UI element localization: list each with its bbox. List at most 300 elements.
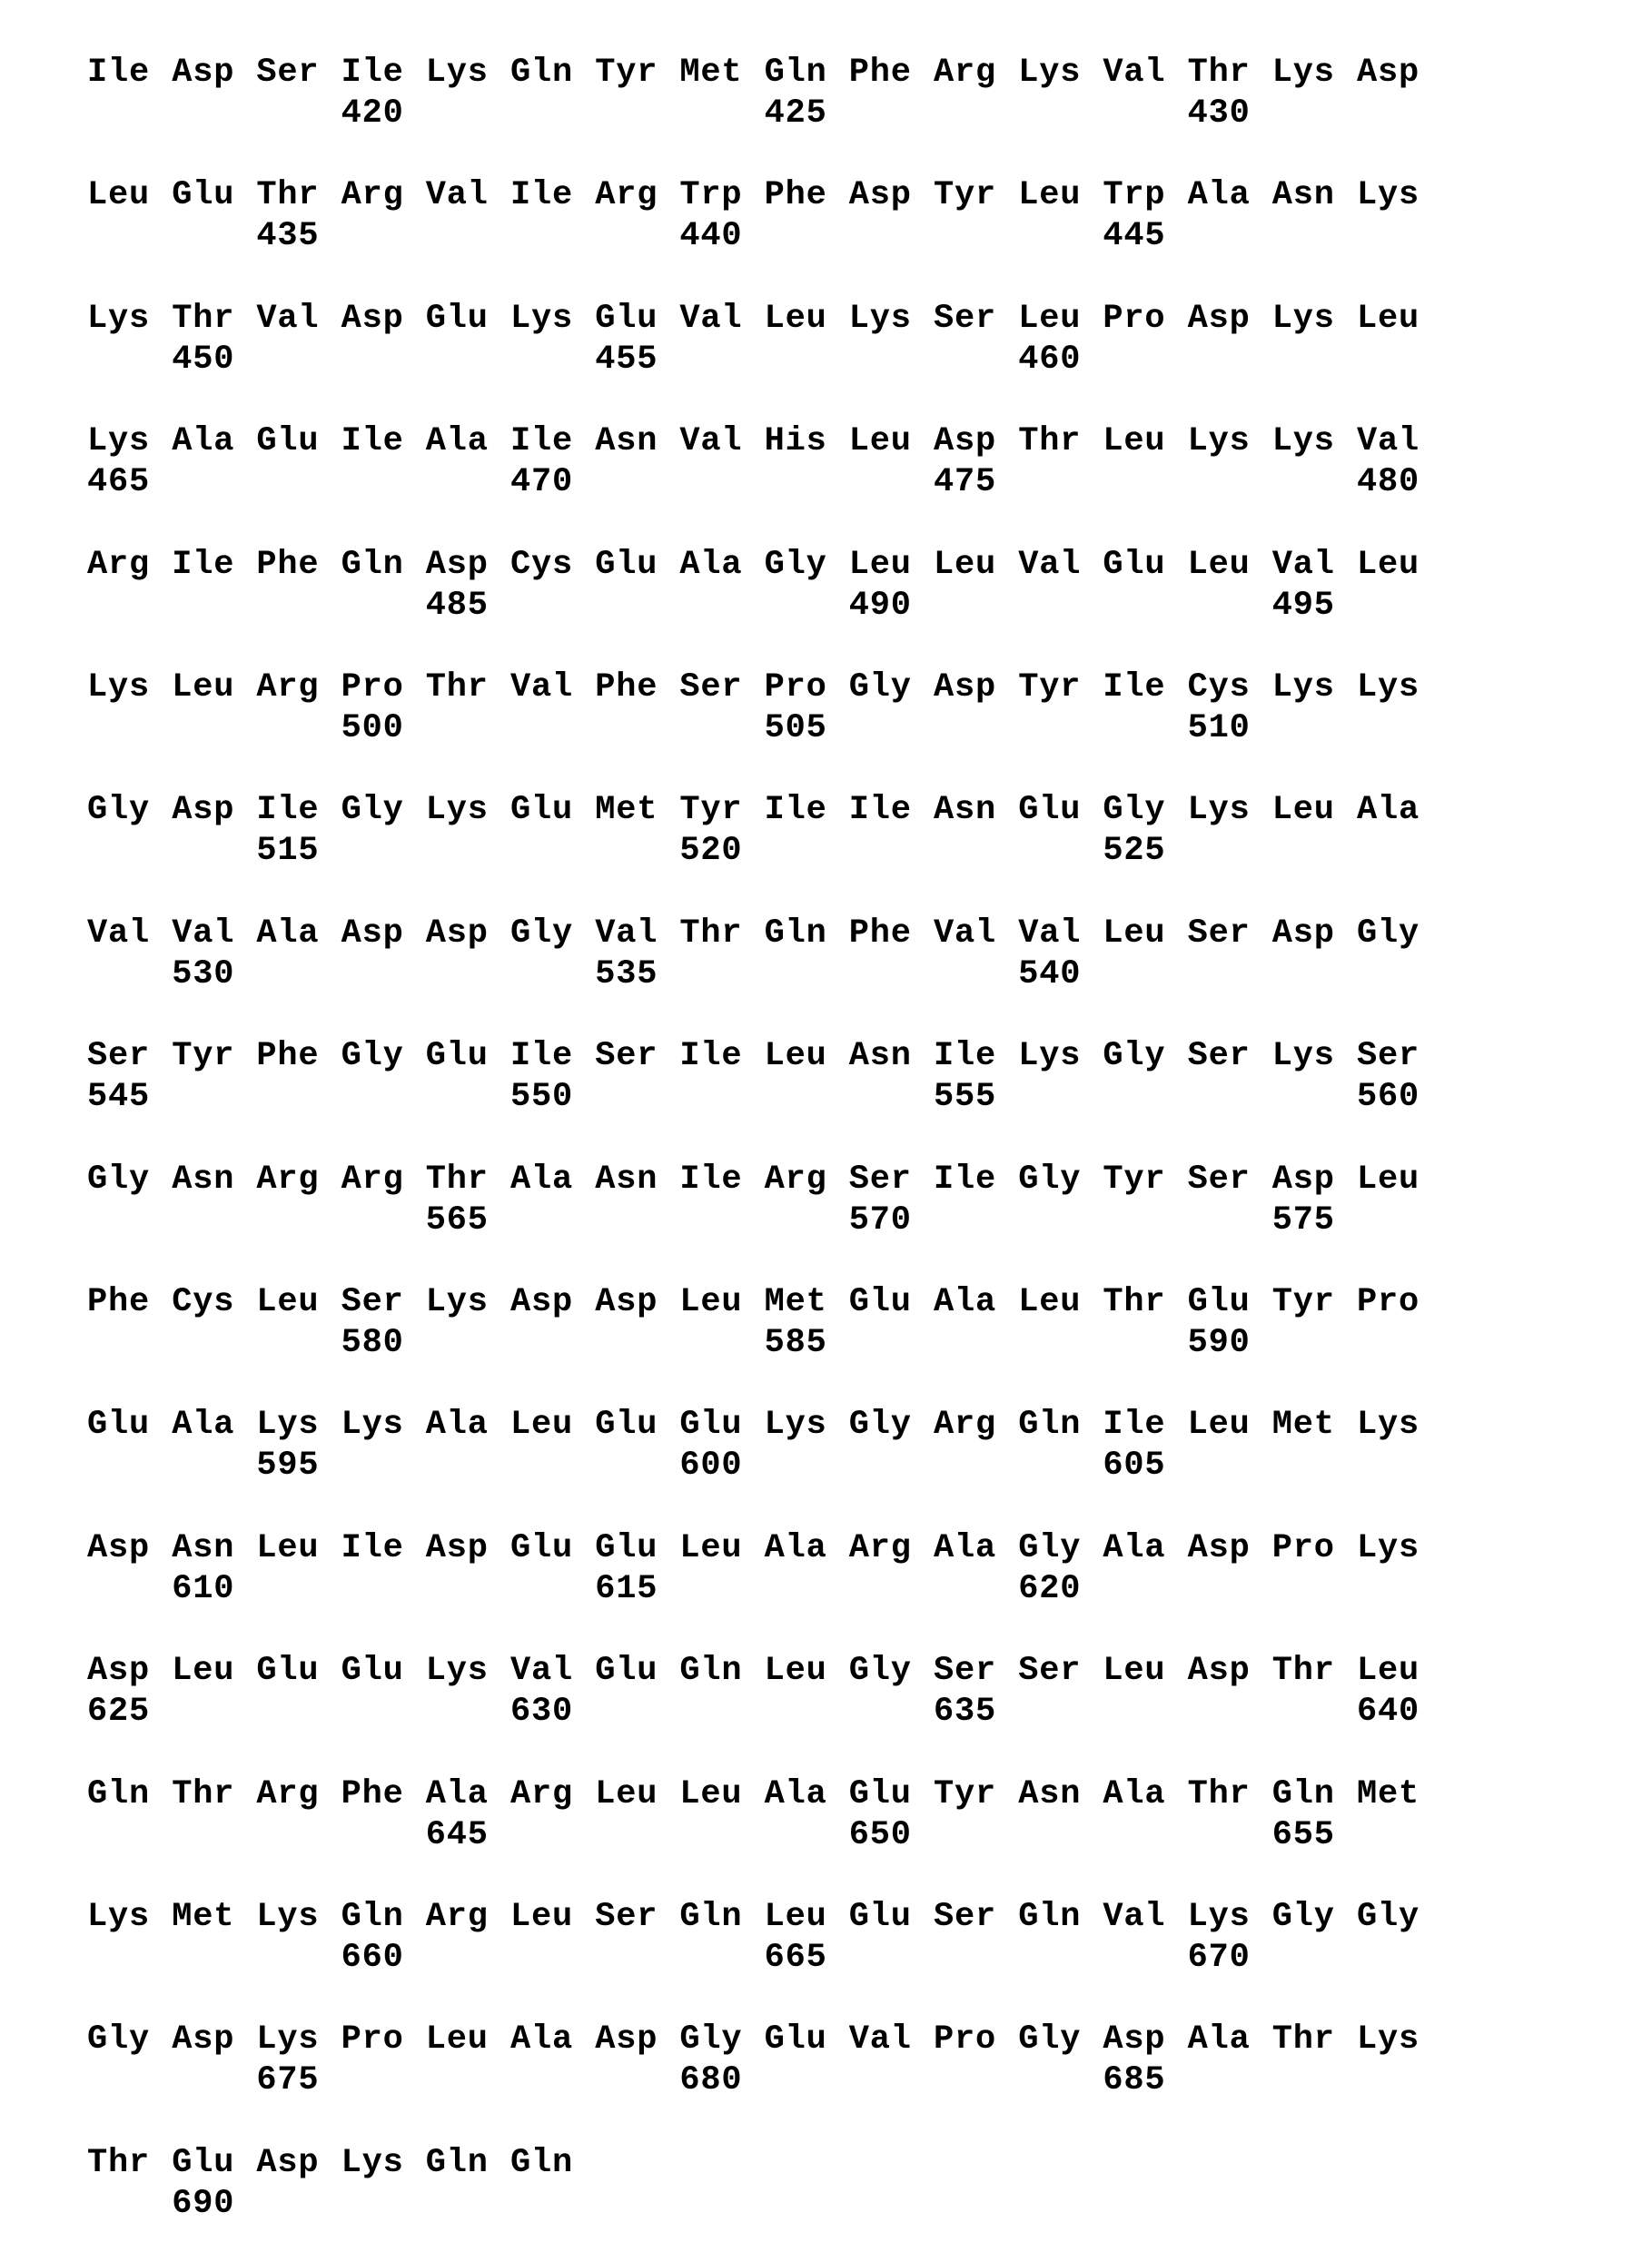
residue: Thr [87, 2143, 151, 2182]
residue: Lys [87, 668, 151, 706]
residue: Glu [87, 1406, 151, 1445]
residue: Glu [510, 1528, 574, 1567]
residue: Asp [1271, 1160, 1335, 1199]
residue: Gly [1103, 1037, 1166, 1076]
residue: Ile [256, 791, 320, 830]
residue: Leu [1018, 1283, 1082, 1321]
residue: Leu [1357, 299, 1420, 338]
residue: Arg [341, 176, 404, 215]
sequence-row [0, 1898, 1652, 2000]
residue: Leu [764, 1898, 827, 1936]
residue: Arg [848, 1528, 912, 1567]
residue: Ala [425, 1406, 489, 1445]
residue: Glu [256, 422, 320, 461]
residue: Phe [595, 668, 658, 706]
residue: Lys [1357, 668, 1420, 706]
residue: Leu [87, 176, 151, 215]
residue: Ala [510, 1160, 574, 1199]
sequence-row [0, 176, 1652, 279]
residue: Asn [1271, 176, 1335, 215]
residue: Leu [256, 1528, 320, 1567]
residue-position-number: 660 [341, 1939, 404, 1977]
residue: Met [679, 54, 743, 92]
residue-position-number: 425 [764, 94, 827, 133]
residue: Val [595, 914, 658, 953]
sequence-row [0, 299, 1652, 402]
sequence-row [0, 1037, 1652, 1140]
residue: Glu [341, 1652, 404, 1691]
residue: Lys [1187, 791, 1251, 830]
residue: Lys [87, 1898, 151, 1936]
residue-position-number: 605 [1103, 1447, 1166, 1486]
residue: Ala [425, 1774, 489, 1813]
residue: Lys [1271, 299, 1335, 338]
residue: Leu [172, 668, 235, 706]
residue-position-number: 535 [595, 954, 658, 993]
residue: Cys [172, 1283, 235, 1321]
residue: Glu [172, 2143, 235, 2182]
residue-position-number: 495 [1271, 586, 1335, 625]
residue: Val [1357, 422, 1420, 461]
residue: Ala [1103, 1528, 1166, 1567]
residue: Pro [764, 668, 827, 706]
residue: Gly [341, 791, 404, 830]
sequence-row [0, 2143, 1652, 2247]
residue: Lys [1018, 1037, 1082, 1076]
residue: Gly [1018, 2020, 1082, 2059]
residue: Pro [341, 668, 404, 706]
residue-position-number: 475 [934, 463, 997, 502]
residue: Val [256, 299, 320, 338]
residue-position-number: 540 [1018, 954, 1082, 993]
residue-position-number: 555 [934, 1078, 997, 1117]
sequence-row [0, 914, 1652, 1017]
residue: Glu [1187, 1283, 1251, 1321]
residue-position-number: 565 [425, 1200, 489, 1240]
residue: Asp [1103, 2020, 1166, 2059]
residue: Leu [1187, 1406, 1251, 1445]
residue: Gly [87, 2020, 151, 2059]
residue: Glu [595, 299, 658, 338]
residue: Pro [934, 2020, 997, 2059]
residue: Tyr [172, 1037, 235, 1076]
residue: Leu [848, 545, 912, 584]
residue-position-number: 435 [256, 217, 320, 256]
residue: Thr [1271, 1652, 1335, 1691]
residue: Asn [595, 1160, 658, 1199]
sequence-row [0, 1774, 1652, 1878]
residue: His [764, 422, 827, 461]
residue-position-number: 570 [848, 1200, 912, 1240]
residue: Val [1018, 914, 1082, 953]
residue: Lys [256, 1898, 320, 1936]
residue: Gly [1357, 1898, 1420, 1936]
residue: Val [1018, 545, 1082, 584]
residue: Arg [256, 1774, 320, 1813]
residue: Ile [764, 791, 827, 830]
residue: Gly [679, 2020, 743, 2059]
residue: Lys [87, 299, 151, 338]
residue: Ser [1187, 914, 1251, 953]
residue: Gly [341, 1037, 404, 1076]
residue-position-number: 510 [1187, 709, 1251, 747]
residue: Lys [341, 2143, 404, 2182]
residue: Glu [595, 1652, 658, 1691]
residue: Ala [1357, 791, 1420, 830]
residue: Val [1271, 545, 1335, 584]
residue: Glu [595, 545, 658, 584]
residue: Gly [848, 1652, 912, 1691]
residue: Phe [764, 176, 827, 215]
residue: Asp [172, 791, 235, 830]
residue: Gln [87, 1774, 151, 1813]
residue: Asn [172, 1160, 235, 1199]
residue: Ser [934, 1898, 997, 1936]
residue: Asp [1187, 1652, 1251, 1691]
sequence-row [0, 668, 1652, 771]
residue: Ala [679, 545, 743, 584]
residue: Arg [510, 1774, 574, 1813]
residue: Gln [764, 54, 827, 92]
residue-position-number: 600 [679, 1447, 743, 1486]
residue: Ala [764, 1528, 827, 1567]
residue: Gln [425, 2143, 489, 2182]
residue: Met [172, 1898, 235, 1936]
residue-position-number: 645 [425, 1815, 489, 1854]
residue: Glu [425, 299, 489, 338]
residue: Ser [934, 1652, 997, 1691]
residue-position-number: 465 [87, 463, 151, 502]
residue: Arg [425, 1898, 489, 1936]
residue: Asp [87, 1652, 151, 1691]
residue: Glu [679, 1406, 743, 1445]
residue: Asp [595, 2020, 658, 2059]
residue: Asp [341, 914, 404, 953]
residue: Ala [1103, 1774, 1166, 1813]
residue: Arg [87, 545, 151, 584]
residue: Trp [1103, 176, 1166, 215]
residue: Met [1357, 1774, 1420, 1813]
residue: Ala [934, 1528, 997, 1567]
residue: Ser [595, 1898, 658, 1936]
residue: Gly [1357, 914, 1420, 953]
residue: Leu [848, 422, 912, 461]
residue: Leu [764, 1037, 827, 1076]
residue: Glu [595, 1528, 658, 1567]
sequence-row [0, 2020, 1652, 2123]
residue: Leu [764, 299, 827, 338]
residue: Gln [1018, 1406, 1082, 1445]
residue: Leu [1187, 545, 1251, 584]
residue: Lys [425, 1652, 489, 1691]
residue: Asp [172, 2020, 235, 2059]
residue: Asp [595, 1283, 658, 1321]
residue: Ile [510, 422, 574, 461]
residue: Val [510, 668, 574, 706]
residue: Leu [172, 1652, 235, 1691]
residue-position-number: 480 [1357, 463, 1420, 502]
residue-position-number: 590 [1187, 1324, 1251, 1362]
sequence-row [0, 56, 1652, 156]
residue: Gly [1018, 1160, 1082, 1199]
residue: Gln [341, 545, 404, 584]
residue: Leu [595, 1774, 658, 1813]
residue: Ile [510, 176, 574, 215]
residue: Lys [1357, 1528, 1420, 1567]
residue: Asp [1187, 1528, 1251, 1567]
residue-position-number: 485 [425, 586, 489, 625]
residue: Cys [510, 545, 574, 584]
residue: Gly [848, 1406, 912, 1445]
residue: Lys [256, 2020, 320, 2059]
residue-position-number: 505 [764, 709, 827, 747]
residue: Lys [1271, 54, 1335, 92]
residue-position-number: 420 [341, 94, 404, 133]
residue: Lys [1187, 422, 1251, 461]
residue-position-number: 515 [256, 832, 320, 871]
residue: Lys [87, 422, 151, 461]
residue: Met [764, 1283, 827, 1321]
residue: Phe [341, 1774, 404, 1813]
residue: Val [172, 914, 235, 953]
residue: Thr [172, 299, 235, 338]
residue: Asn [172, 1528, 235, 1567]
sequence-row [0, 1283, 1652, 1386]
residue: Lys [510, 299, 574, 338]
sequence-row [0, 1408, 1652, 1508]
residue: Arg [256, 668, 320, 706]
residue: Gly [1103, 791, 1166, 830]
residue: Ile [87, 54, 151, 92]
residue: Asp [341, 299, 404, 338]
residue: Asp [848, 176, 912, 215]
residue: Lys [341, 1406, 404, 1445]
residue: Ile [341, 54, 404, 92]
residue: Phe [256, 545, 320, 584]
residue-position-number: 620 [1018, 1569, 1082, 1608]
residue-position-number: 530 [172, 954, 235, 993]
residue-position-number: 625 [87, 1693, 151, 1732]
residue: Glu [425, 1037, 489, 1076]
residue: Arg [341, 1160, 404, 1199]
residue: Ser [934, 299, 997, 338]
residue-position-number: 575 [1271, 1200, 1335, 1240]
residue: Met [1271, 1406, 1335, 1445]
residue: Gln [764, 914, 827, 953]
residue: Lys [425, 791, 489, 830]
residue: Ile [341, 422, 404, 461]
sequence-row [0, 791, 1652, 894]
residue-position-number: 675 [256, 2061, 320, 2100]
residue-position-number: 685 [1103, 2061, 1166, 2100]
residue: Ile [934, 1037, 997, 1076]
residue: Met [595, 791, 658, 830]
residue: Gly [764, 545, 827, 584]
residue-position-number: 665 [764, 1939, 827, 1977]
residue-position-number: 455 [595, 340, 658, 379]
residue: Ser [1357, 1037, 1420, 1076]
residue: Tyr [595, 54, 658, 92]
residue: Ser [1187, 1037, 1251, 1076]
residue: Lys [848, 299, 912, 338]
residue: Tyr [1271, 1283, 1335, 1321]
residue: Thr [172, 1774, 235, 1813]
residue: Leu [1103, 914, 1166, 953]
residue: Ser [1187, 1160, 1251, 1199]
residue: Leu [679, 1528, 743, 1567]
residue: Thr [1187, 54, 1251, 92]
residue: Leu [1103, 1652, 1166, 1691]
residue: Leu [1018, 299, 1082, 338]
residue: Ala [934, 1283, 997, 1321]
residue: Ala [256, 914, 320, 953]
residue: Val [87, 914, 151, 953]
residue: Val [679, 299, 743, 338]
residue: Leu [934, 545, 997, 584]
residue: Asn [848, 1037, 912, 1076]
residue-position-number: 610 [172, 1569, 235, 1608]
residue: Ala [1187, 2020, 1251, 2059]
residue: Arg [764, 1160, 827, 1199]
residue: Ala [172, 1406, 235, 1445]
residue: Ser [848, 1160, 912, 1199]
residue: Lys [1018, 54, 1082, 92]
residue: Leu [510, 1406, 574, 1445]
residue-position-number: 490 [848, 586, 912, 625]
residue: Ser [595, 1037, 658, 1076]
residue: Gly [87, 1160, 151, 1199]
residue-position-number: 560 [1357, 1078, 1420, 1117]
residue: Val [425, 176, 489, 215]
residue-position-number: 440 [679, 217, 743, 256]
residue: Gly [510, 914, 574, 953]
residue: Lys [256, 1406, 320, 1445]
residue: Gln [1018, 1898, 1082, 1936]
residue: Gln [679, 1898, 743, 1936]
residue: Lys [425, 1283, 489, 1321]
residue: Thr [1187, 1774, 1251, 1813]
residue: Ile [1103, 668, 1166, 706]
residue: Ala [510, 2020, 574, 2059]
residue-position-number: 690 [172, 2184, 235, 2223]
residue: Glu [1103, 545, 1166, 584]
sequence-row [0, 545, 1652, 648]
residue: Leu [425, 2020, 489, 2059]
residue: Pro [341, 2020, 404, 2059]
residue: Ala [172, 422, 235, 461]
residue: Val [848, 2020, 912, 2059]
residue: Leu [510, 1898, 574, 1936]
residue: Gln [679, 1652, 743, 1691]
residue: Leu [1018, 176, 1082, 215]
residue: Thr [1018, 422, 1082, 461]
residue: Thr [425, 668, 489, 706]
residue: Gln [1271, 1774, 1335, 1813]
residue: Leu [1357, 1160, 1420, 1199]
residue: Thr [1103, 1283, 1166, 1321]
residue: Leu [256, 1283, 320, 1321]
residue: Thr [425, 1160, 489, 1199]
residue-position-number: 445 [1103, 217, 1166, 256]
residue: Leu [679, 1774, 743, 1813]
residue: Ser [87, 1037, 151, 1076]
residue-position-number: 655 [1271, 1815, 1335, 1854]
residue: Glu [172, 176, 235, 215]
residue: Ile [934, 1160, 997, 1199]
sequence-row [0, 1654, 1652, 1754]
residue: Asp [425, 545, 489, 584]
residue: Pro [1271, 1528, 1335, 1567]
residue: Lys [1357, 1406, 1420, 1445]
residue: Asp [425, 1528, 489, 1567]
residue: Gly [848, 668, 912, 706]
residue: Ser [256, 54, 320, 92]
residue: Ser [679, 668, 743, 706]
residue: Asp [1187, 299, 1251, 338]
residue-position-number: 470 [510, 463, 574, 502]
residue: Leu [1357, 1652, 1420, 1691]
residue-position-number: 680 [679, 2061, 743, 2100]
residue: Tyr [679, 791, 743, 830]
residue: Lys [425, 54, 489, 92]
residue-position-number: 630 [510, 1693, 574, 1732]
residue: Glu [848, 1283, 912, 1321]
residue: Glu [595, 1406, 658, 1445]
residue: Asp [934, 668, 997, 706]
residue: Gly [1271, 1898, 1335, 1936]
residue: Lys [1271, 668, 1335, 706]
residue: Glu [510, 791, 574, 830]
residue: Lys [1357, 176, 1420, 215]
residue: Arg [934, 1406, 997, 1445]
residue: Val [1103, 1898, 1166, 1936]
residue: Leu [764, 1652, 827, 1691]
residue: Leu [1271, 791, 1335, 830]
residue-position-number: 595 [256, 1447, 320, 1486]
residue: Trp [679, 176, 743, 215]
residue: Asp [425, 914, 489, 953]
sequence-row [0, 1160, 1652, 1263]
residue: Arg [595, 176, 658, 215]
residue-position-number: 670 [1187, 1939, 1251, 1977]
residue-position-number: 520 [679, 832, 743, 871]
residue: Phe [848, 54, 912, 92]
residue: Phe [256, 1037, 320, 1076]
residue: Asp [1271, 914, 1335, 953]
residue-position-number: 635 [934, 1693, 997, 1732]
residue: Ile [679, 1037, 743, 1076]
residue: Ile [848, 791, 912, 830]
residue: Gly [87, 791, 151, 830]
sequence-row [0, 1528, 1652, 1632]
residue: Lys [1357, 2020, 1420, 2059]
residue: Ala [1187, 176, 1251, 215]
residue-position-number: 450 [172, 340, 235, 379]
residue-position-number: 650 [848, 1815, 912, 1854]
residue: Arg [256, 1160, 320, 1199]
residue: Asp [172, 54, 235, 92]
residue: Leu [679, 1283, 743, 1321]
residue: Ile [341, 1528, 404, 1567]
residue: Ala [764, 1774, 827, 1813]
residue: Pro [1103, 299, 1166, 338]
residue: Lys [1271, 1037, 1335, 1076]
residue: Tyr [934, 176, 997, 215]
residue: Tyr [1103, 1160, 1166, 1199]
residue: Val [934, 914, 997, 953]
residue-position-number: 640 [1357, 1693, 1420, 1732]
residue: Glu [256, 1652, 320, 1691]
